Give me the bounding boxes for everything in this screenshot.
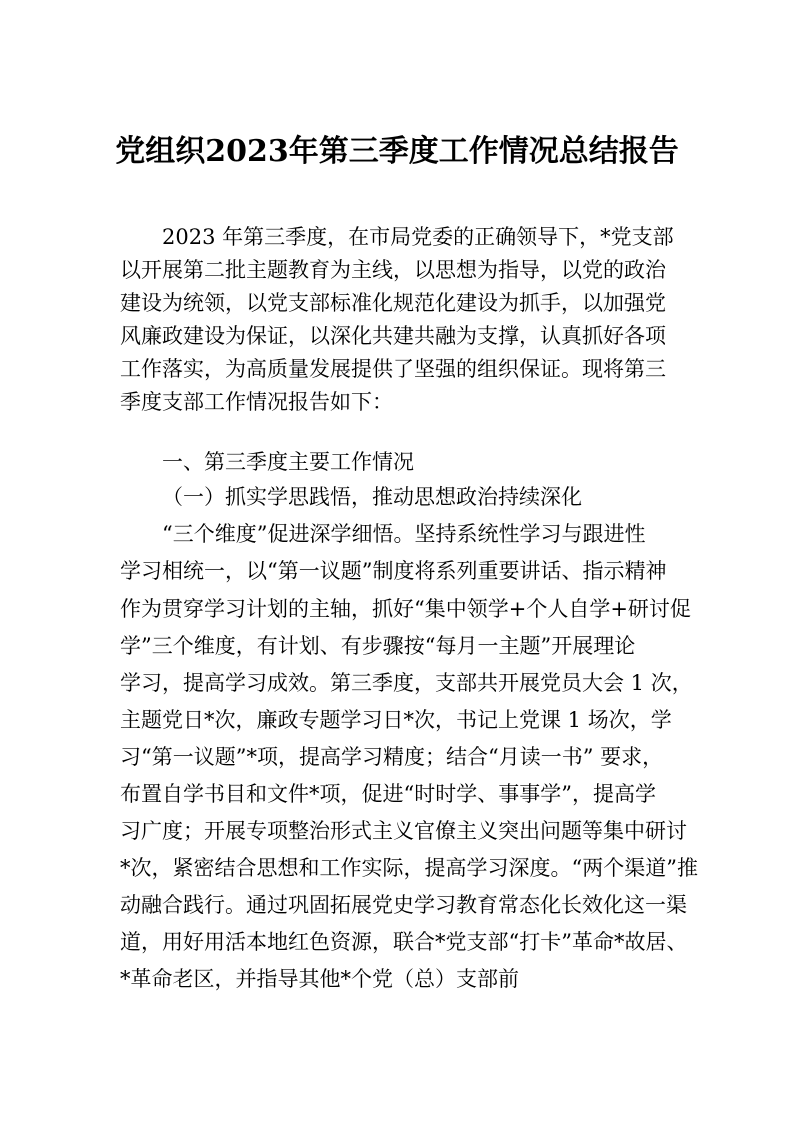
document-title: 党组织2023年第三季度工作情况总结报告: [115, 134, 679, 169]
paragraph-line: 主题党日*次，廉政专题学习日*次，书记上党课 1 场次，学: [120, 708, 672, 732]
paragraph-line: 布置自学书目和文件*项，促进“时时学、事事学”，提高学: [120, 782, 656, 806]
paragraph-line: 2023 年第三季度，在市局党委的正确领导下，*党支部: [162, 225, 674, 249]
section-heading: 一、第三季度主要工作情况: [162, 450, 414, 474]
paragraph-line: 作为贯穿学习计划的主轴，抓好“集中领学+个人自学+研讨促: [120, 597, 691, 621]
paragraph-line: 习“第一议题”*项，提高学习精度；结合“月读一书” 要求，: [120, 745, 664, 769]
paragraph-line: 习广度；开展专项整治形式主义官僚主义突出问题等集中研讨: [120, 819, 687, 843]
paragraph-line: 道，用好用活本地红色资源，联合*党支部“打卡”革命*故居、: [120, 930, 688, 954]
paragraph-line: 风廉政建设为保证，以深化共建共融为支撑，认真抓好各项: [120, 324, 666, 348]
paragraph-line: 建设为统领，以党支部标准化规范化建设为抓手，以加强党: [120, 291, 666, 315]
paragraph-line: 以开展第二批主题教育为主线，以思想为指导，以党的政治: [120, 258, 666, 282]
paragraph-line: 学习，提高学习成效。第三季度，支部共开展党员大会 1 次，: [120, 671, 693, 695]
subsection-heading: （一）抓实学思践悟，推动思想政治持续深化: [162, 485, 582, 509]
paragraph-line: 工作落实，为高质量发展提供了坚强的组织保证。现将第三: [120, 357, 666, 381]
paragraph-line: *次，紧密结合思想和工作实际，提高学习深度。“两个渠道”推: [120, 856, 698, 880]
paragraph-line: 季度支部工作情况报告如下：: [120, 390, 393, 414]
paragraph-line: 学”三个维度，有计划、有步骤按“每月一主题”开展理论: [120, 634, 636, 658]
paragraph-line: “三个维度”促进深学细悟。坚持系统性学习与跟进性: [162, 522, 646, 546]
paragraph-line: 学习相统一，以“第一议题”制度将系列重要讲话、指示精神: [120, 559, 667, 583]
paragraph-line: 动融合践行。通过巩固拓展党史学习教育常态化长效化这一渠: [120, 893, 687, 917]
paragraph-line: *革命老区，并指导其他*个党（总）支部前: [120, 967, 519, 991]
